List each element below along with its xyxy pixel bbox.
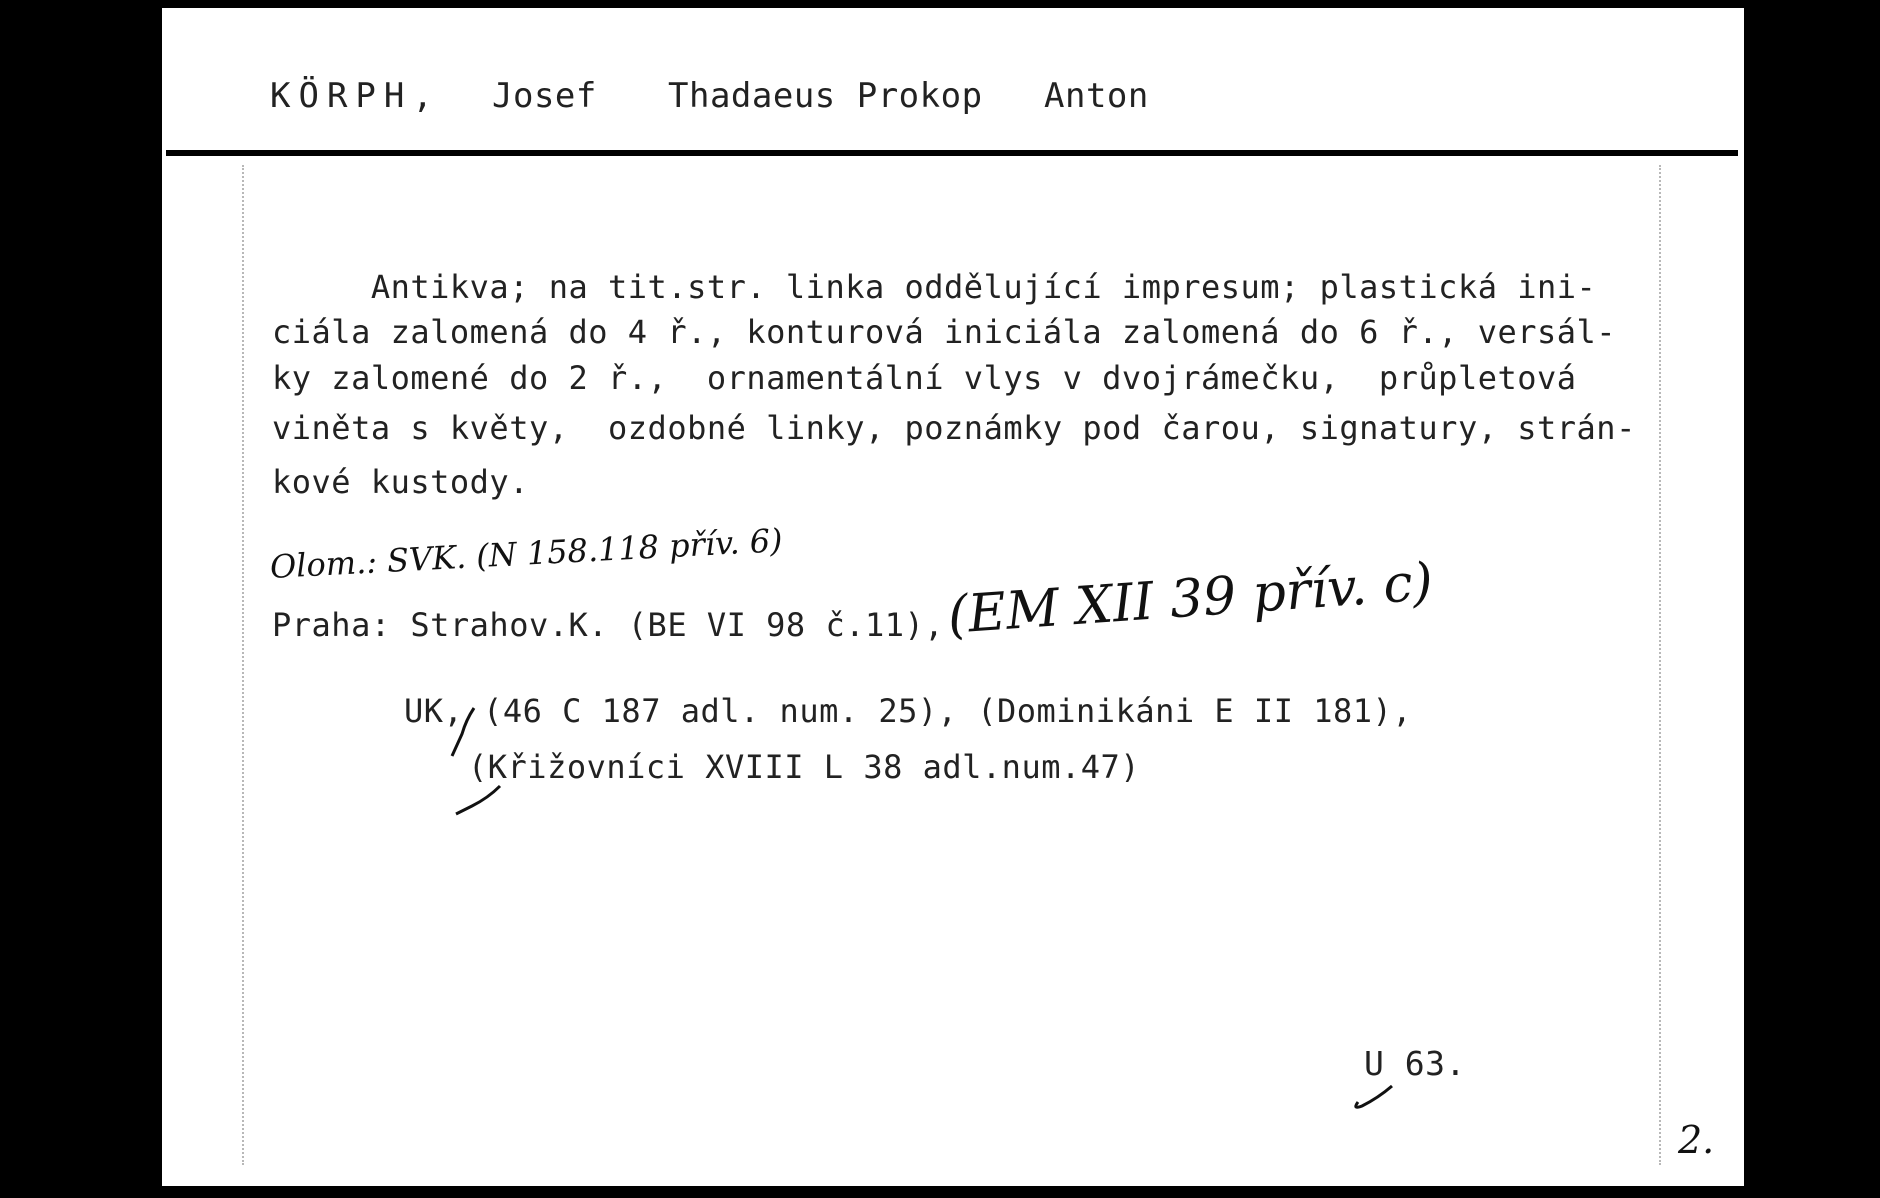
holdings-uk-line-2: (Křižovníci XVIII L 38 adl.num.47) — [468, 748, 1141, 786]
description-line-3: ky zalomené do 2 ř., ornamentální vlys v dvojrámečku, průpletová — [272, 359, 1577, 397]
card-number: 2. — [1678, 1118, 1715, 1162]
description-line-5: kové kustody. — [272, 463, 529, 501]
author-given-name: Josef — [492, 76, 597, 116]
description-line-1: Antikva; na tit.str. linka oddělující impresum; plastická ini- — [272, 268, 1597, 306]
handwritten-strahov-shelfmark: (EM XII 39 přív. c) — [945, 552, 1435, 646]
author-given-names-2: Thadaeus Prokop — [668, 76, 983, 116]
check-mark-krizovnici — [456, 786, 500, 814]
author-given-name-3: Anton — [1044, 76, 1149, 116]
description-line-2: ciála zalomená do 4 ř., konturová iniciála zalomená do 6 ř., versál- — [272, 313, 1617, 351]
holdings-praha: Praha: Strahov.K. (BE VI 98 č.11), — [272, 606, 945, 644]
holdings-uk-line-1: UK, (46 C 187 adl. num. 25), (Dominikáni E II 181), — [404, 692, 1413, 730]
check-mark-uk — [452, 708, 474, 756]
check-mark-shelfmark — [1356, 1086, 1392, 1107]
shelfmark: U 63. — [1364, 1044, 1466, 1083]
author-surname: KÖRPH, — [270, 76, 441, 116]
description-line-4: viněta s květy, ozdobné linky, poznámky pod čarou, signatury, strán- — [272, 409, 1636, 447]
handwritten-olomouc-note: Olom.: SVK. (N 158.118 přív. 6) — [269, 521, 784, 586]
